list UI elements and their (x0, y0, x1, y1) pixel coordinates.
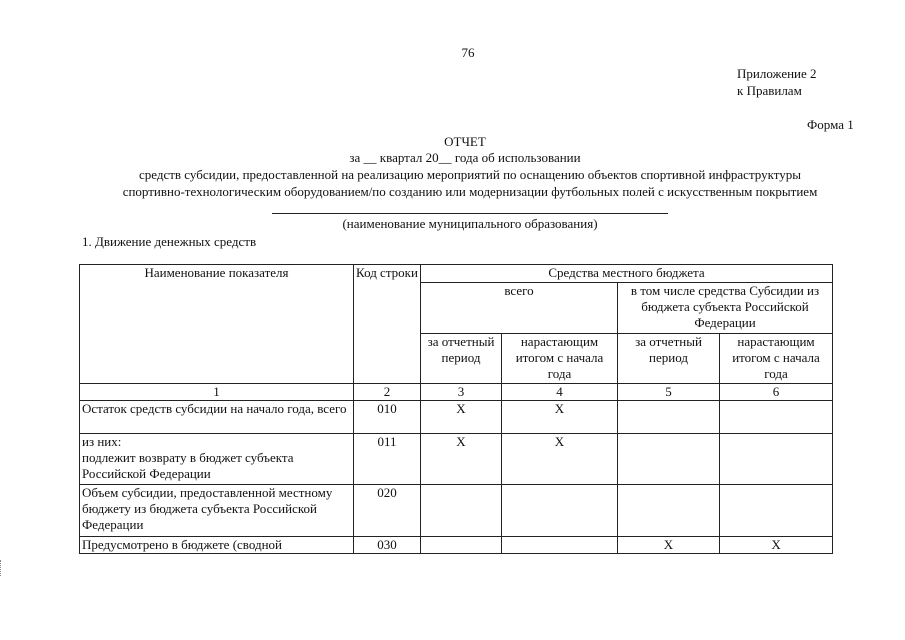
header-period-subsidy: за отчетный период (618, 334, 720, 384)
table-row (80, 434, 833, 485)
appendix-line-1: Приложение 2 (737, 66, 817, 81)
row-cell (618, 434, 720, 485)
column-number: 2 (354, 384, 421, 401)
header-indicator: Наименование показателя (80, 265, 354, 384)
section-title: 1. Движение денежных средств (82, 234, 257, 249)
header-cumulative: нарастающим итогом с начала года (502, 334, 618, 384)
row-name: Предусмотрено в бюджете (сводной (80, 537, 354, 554)
row-cell: X (502, 434, 618, 485)
row-cell (618, 401, 720, 434)
row-code: 010 (354, 401, 421, 434)
report-title-line-1: за __ квартал 20__ года об использовании (349, 150, 581, 165)
row-code: 030 (354, 537, 421, 554)
cash-flow-table (79, 264, 833, 554)
row-cell (720, 485, 833, 537)
scan-margin-mark (0, 560, 6, 576)
row-cell (618, 485, 720, 537)
report-title-line-3: спортивно-технологическим оборудованием/по созданию или модернизации футбольных полей с искусственным покрытием (122, 184, 818, 199)
column-number: 1 (80, 384, 354, 401)
row-name: Остаток средств субсидии на начало года, всего (80, 401, 354, 434)
row-code: 020 (354, 485, 421, 537)
column-number: 5 (618, 384, 720, 401)
table-row (80, 485, 833, 537)
row-code: 011 (354, 434, 421, 485)
row-cell (720, 401, 833, 434)
table-row (80, 537, 833, 554)
form-label: Форма 1 (807, 117, 854, 132)
page-number: 76 (461, 45, 475, 60)
column-number: 3 (421, 384, 502, 401)
row-cell (502, 537, 618, 554)
row-name: Объем субсидии, предоставленной местному бюджету из бюджета субъекта Российской Федерации (80, 485, 354, 537)
column-number: 4 (502, 384, 618, 401)
row-name: из них: подлежит возврату в бюджет субъекта Российской Федерации (80, 434, 354, 485)
row-cell: X (421, 434, 502, 485)
municipality-underline (272, 213, 668, 214)
row-cell (421, 537, 502, 554)
header-period: за отчетный период (421, 334, 502, 384)
header-code: Код строки (354, 265, 421, 384)
header-subsidy: в том числе средства Субсидии из бюджета субъекта Российской Федерации (618, 283, 833, 334)
row-cell: X (720, 537, 833, 554)
row-cell: X (618, 537, 720, 554)
report-heading: ОТЧЕТ (444, 134, 486, 149)
header-total: всего (421, 283, 618, 334)
header-cumulative-subsidy: нарастающим итогом с начала года (720, 334, 833, 384)
row-cell: X (502, 401, 618, 434)
row-cell (421, 485, 502, 537)
row-cell (720, 434, 833, 485)
header-local-budget: Средства местного бюджета (421, 265, 833, 283)
appendix-line-2: к Правилам (737, 83, 802, 98)
column-number: 6 (720, 384, 833, 401)
row-cell (502, 485, 618, 537)
municipality-caption: (наименование муниципального образования) (342, 216, 598, 231)
report-title-line-2: средств субсидии, предоставленной на реализацию мероприятий по оснащению объектов спортивной инфраструктуры (138, 167, 802, 182)
row-cell: X (421, 401, 502, 434)
table-row (80, 401, 833, 434)
